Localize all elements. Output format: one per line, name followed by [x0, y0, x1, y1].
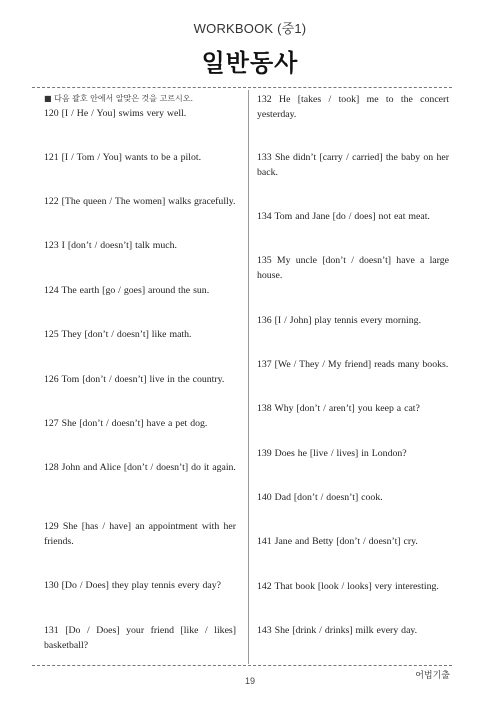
question-126: 126 Tom [don’t / doesn’t] live in the country. [44, 374, 225, 385]
left-column [44, 92, 236, 651]
question-130: 130 [Do / Does] they play tennis every day? [44, 580, 222, 591]
question-133: 133 She didn’t [carry / carried] the baby on her back. [257, 152, 449, 178]
bottom-rule [32, 665, 452, 666]
top-rule [32, 87, 452, 88]
question-135: 135 My uncle [don’t / doesn’t] have a large house. [257, 255, 449, 281]
question-122: 122 [The queen / The women] walks gracefully. [44, 196, 236, 207]
footer-label: 어법기출 [415, 671, 450, 681]
question-136: 136 [I / John] play tennis every morning. [257, 315, 422, 326]
question-124: 124 The earth [go / goes] around the sun. [44, 285, 210, 296]
question-123: 123 I [don’t / doesn’t] talk much. [44, 240, 177, 251]
question-128: 128 John and Alice [don’t / doesn’t] do it again. [44, 462, 236, 473]
page-header [0, 18, 500, 78]
question-134: 134 Tom and Jane [do / does] not eat meat. [257, 211, 430, 222]
question-121: 121 [I / Tom / You] wants to be a pilot. [44, 152, 202, 163]
page-title: 일반동사 [201, 49, 299, 77]
question-127: 127 She [don’t / doesn’t] have a pet dog. [44, 418, 208, 429]
column-divider [248, 90, 249, 664]
question-137: 137 [We / They / My friend] reads many books. [257, 359, 449, 370]
question-142: 142 That book [look / looks] very interesting. [257, 581, 439, 592]
question-120: 120 [I / He / You] swims very well. [44, 108, 187, 119]
instruction-text: ■ 다음 괄호 안에서 알맞은 것을 고르시오. [44, 94, 194, 103]
question-131: 131 [Do / Does] your friend [like / likes] basketball? [44, 625, 236, 651]
question-141: 141 Jane and Betty [don’t / doesn’t] cry. [257, 536, 418, 547]
question-138: 138 Why [don’t / aren’t] you keep a cat? [257, 403, 420, 414]
question-139: 139 Does he [live / lives] in London? [257, 448, 407, 459]
question-132: 132 He [takes / took] me to the concert yesterday. [257, 94, 449, 120]
workbook-label: WORKBOOK (중1) [193, 21, 307, 36]
question-143: 143 She [drink / drinks] milk every day. [257, 625, 418, 636]
question-140: 140 Dad [don’t / doesn’t] cook. [257, 492, 383, 503]
question-129: 129 She [has / have] an appointment with her friends. [44, 521, 236, 547]
question-125: 125 They [don’t / doesn’t] like math. [44, 329, 192, 340]
page-number: 19 [244, 676, 255, 686]
